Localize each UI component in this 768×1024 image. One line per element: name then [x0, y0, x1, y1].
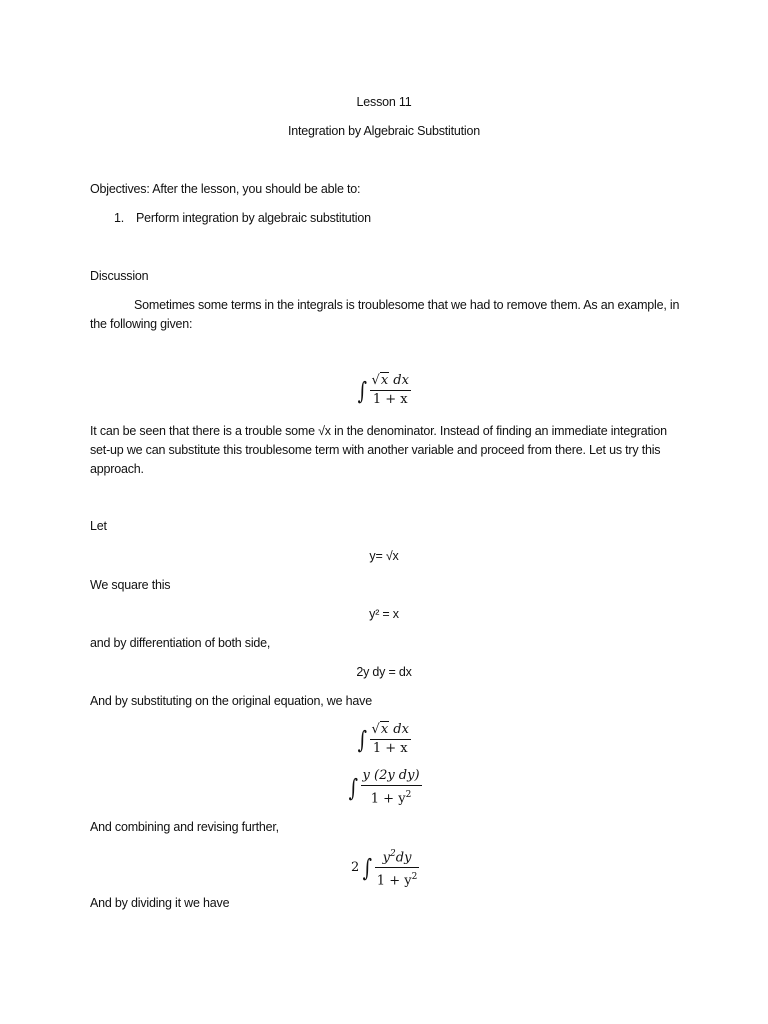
fraction: [370, 373, 411, 408]
fraction-denominator: $1 + y^2$: [376, 872, 418, 889]
fraction: [375, 846, 420, 890]
equation-y-squared: y² = x: [369, 607, 399, 621]
objective-text: Perform integration by algebraic substitution: [136, 211, 371, 225]
fraction-denominator: 1 + x: [372, 392, 408, 407]
square-root: √x: [371, 722, 389, 737]
fraction-denominator: 1 + x: [372, 741, 408, 756]
fraction: [370, 722, 411, 757]
equation-substituted-integral: [347, 768, 422, 807]
square-text: We square this: [90, 578, 171, 592]
equation-original-integral: [356, 373, 411, 408]
objective-number: 1.: [114, 211, 125, 225]
dividing-text: And by dividing it we have: [90, 896, 230, 910]
discussion-explanation: It can be seen that there is a trouble some √x in the denominator. Instead of finding an immediate integration set-up we can substitute this troublesome term with another variable and proceed from there. Let us try this approach.: [90, 424, 667, 476]
equation-original-integral-repeat: [356, 722, 411, 757]
lesson-title: Integration by Algebraic Substitution: [287, 124, 481, 138]
fraction: [361, 768, 422, 807]
coefficient: 2: [351, 860, 360, 876]
differentiation-text: and by differentiation of both side,: [90, 636, 271, 650]
equation-combined-integral: [351, 846, 419, 890]
square-root: √x: [371, 373, 389, 388]
fraction-numerator: $y^2dy$: [382, 849, 412, 866]
combining-text: And combining and revising further,: [90, 820, 279, 834]
fraction-numerator: √x dx: [371, 373, 409, 388]
fraction-numerator: y (2y dy): [362, 768, 420, 783]
integral-sign: ∫: [362, 853, 373, 882]
integral-sign: ∫: [348, 773, 358, 802]
equation-y-sqrt-x: y= √x: [369, 549, 399, 563]
discussion-heading: Discussion: [90, 269, 149, 283]
fraction-denominator: $1 + y^2$: [370, 790, 412, 807]
objectives-heading: Objectives: After the lesson, you should be able to:: [90, 182, 361, 196]
discussion-intro: Sometimes some terms in the integrals is troublesome that we had to remove them. As an example, in the following given:: [90, 298, 680, 331]
equation-differential: 2y dy = dx: [356, 665, 412, 679]
substituting-text: And by substituting on the original equation, we have: [90, 694, 372, 708]
fraction-numerator: √x dx: [371, 722, 409, 737]
integral-sign: ∫: [357, 376, 367, 405]
let-text: Let: [90, 519, 107, 533]
integral-sign: ∫: [357, 725, 367, 754]
lesson-number: Lesson 11: [356, 95, 412, 109]
